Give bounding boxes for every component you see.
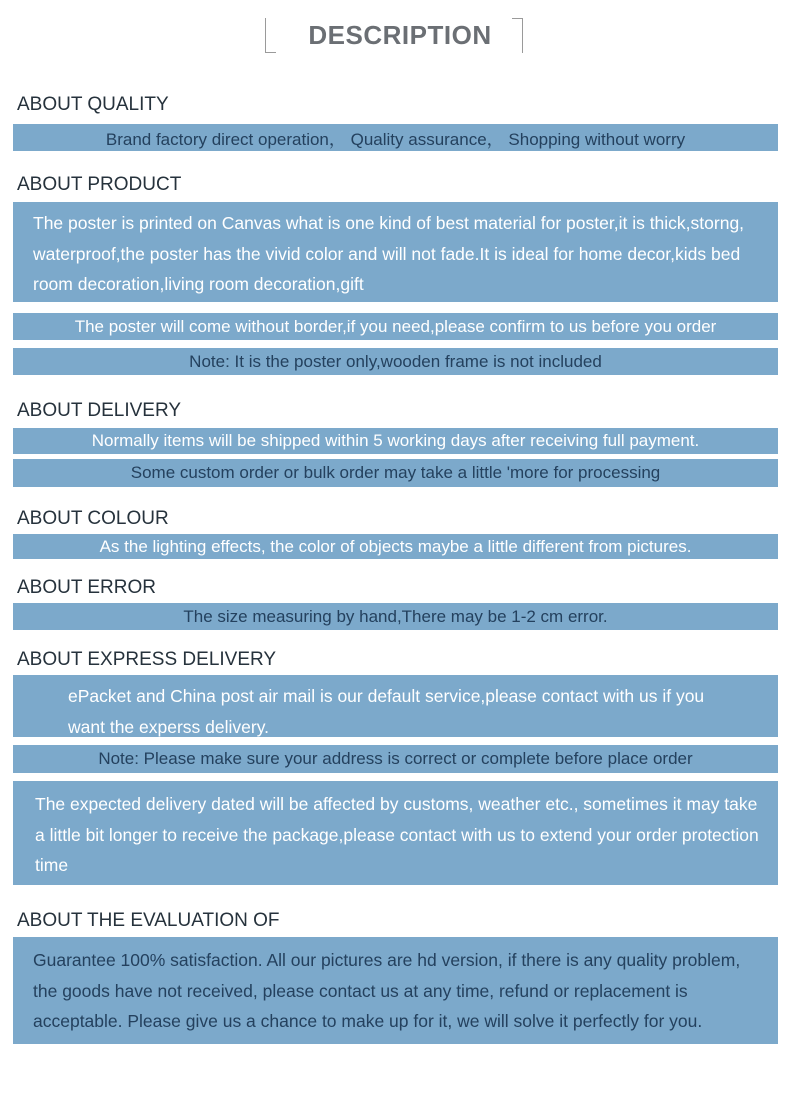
page-title: DESCRIPTION — [308, 20, 492, 50]
frame-note-bar: Note: It is the poster only,wooden frame is not included — [13, 348, 778, 375]
error-bar: The size measuring by hand,There may be 1-2 cm error. — [13, 603, 778, 630]
evaluation-paragraph: Guarantee 100% satisfaction. All our pictures are hd version, if there is any quality problem, the goods have not received, please contact us at any time, refund or replacement is acceptable. Please give us a chance to make up for it, we will solve it perfectly for you. — [13, 937, 778, 1044]
colour-bar: As the lighting effects, the color of objects maybe a little different from pictures. — [13, 534, 778, 559]
heading-colour: ABOUT COLOUR — [17, 508, 169, 529]
heading-express: ABOUT EXPRESS DELIVERY — [17, 649, 277, 670]
border-note-bar: The poster will come without border,if you need,please confirm to us before you order — [13, 313, 778, 340]
product-paragraph: The poster is printed on Canvas what is one kind of best material for poster,it is thick,storng, waterproof,the poster has the vivid color and will not fade.It is ideal for home decor,kids bed room decoration,living room decoration,gift — [13, 202, 778, 302]
delivery-bar-1: Normally items will be shipped within 5 working days after receiving full payment. — [13, 428, 778, 454]
heading-error: ABOUT ERROR — [17, 577, 157, 598]
express-paragraph-2: The expected delivery dated will be affected by customs, weather etc., sometimes it may take a little bit longer to receive the package,please contact with us to extend your order protection time — [13, 781, 778, 885]
heading-delivery: ABOUT DELIVERY — [17, 400, 182, 421]
address-note-bar: Note: Please make sure your address is correct or complete before place order — [13, 745, 778, 773]
delivery-bar-2: Some custom order or bulk order may take a little 'more for processing — [13, 459, 778, 487]
heading-evaluation: ABOUT THE EVALUATION OF — [17, 910, 280, 931]
description-header — [0, 0, 800, 80]
heading-product: ABOUT PRODUCT — [17, 174, 182, 195]
express-paragraph: ePacket and China post air mail is our default service,please contact with us if you want the experss delivery. — [13, 675, 778, 737]
heading-quality: ABOUT QUALITY — [17, 94, 169, 115]
quality-bar: Brand factory direct operation， Quality assurance， Shopping without worry — [13, 124, 778, 151]
